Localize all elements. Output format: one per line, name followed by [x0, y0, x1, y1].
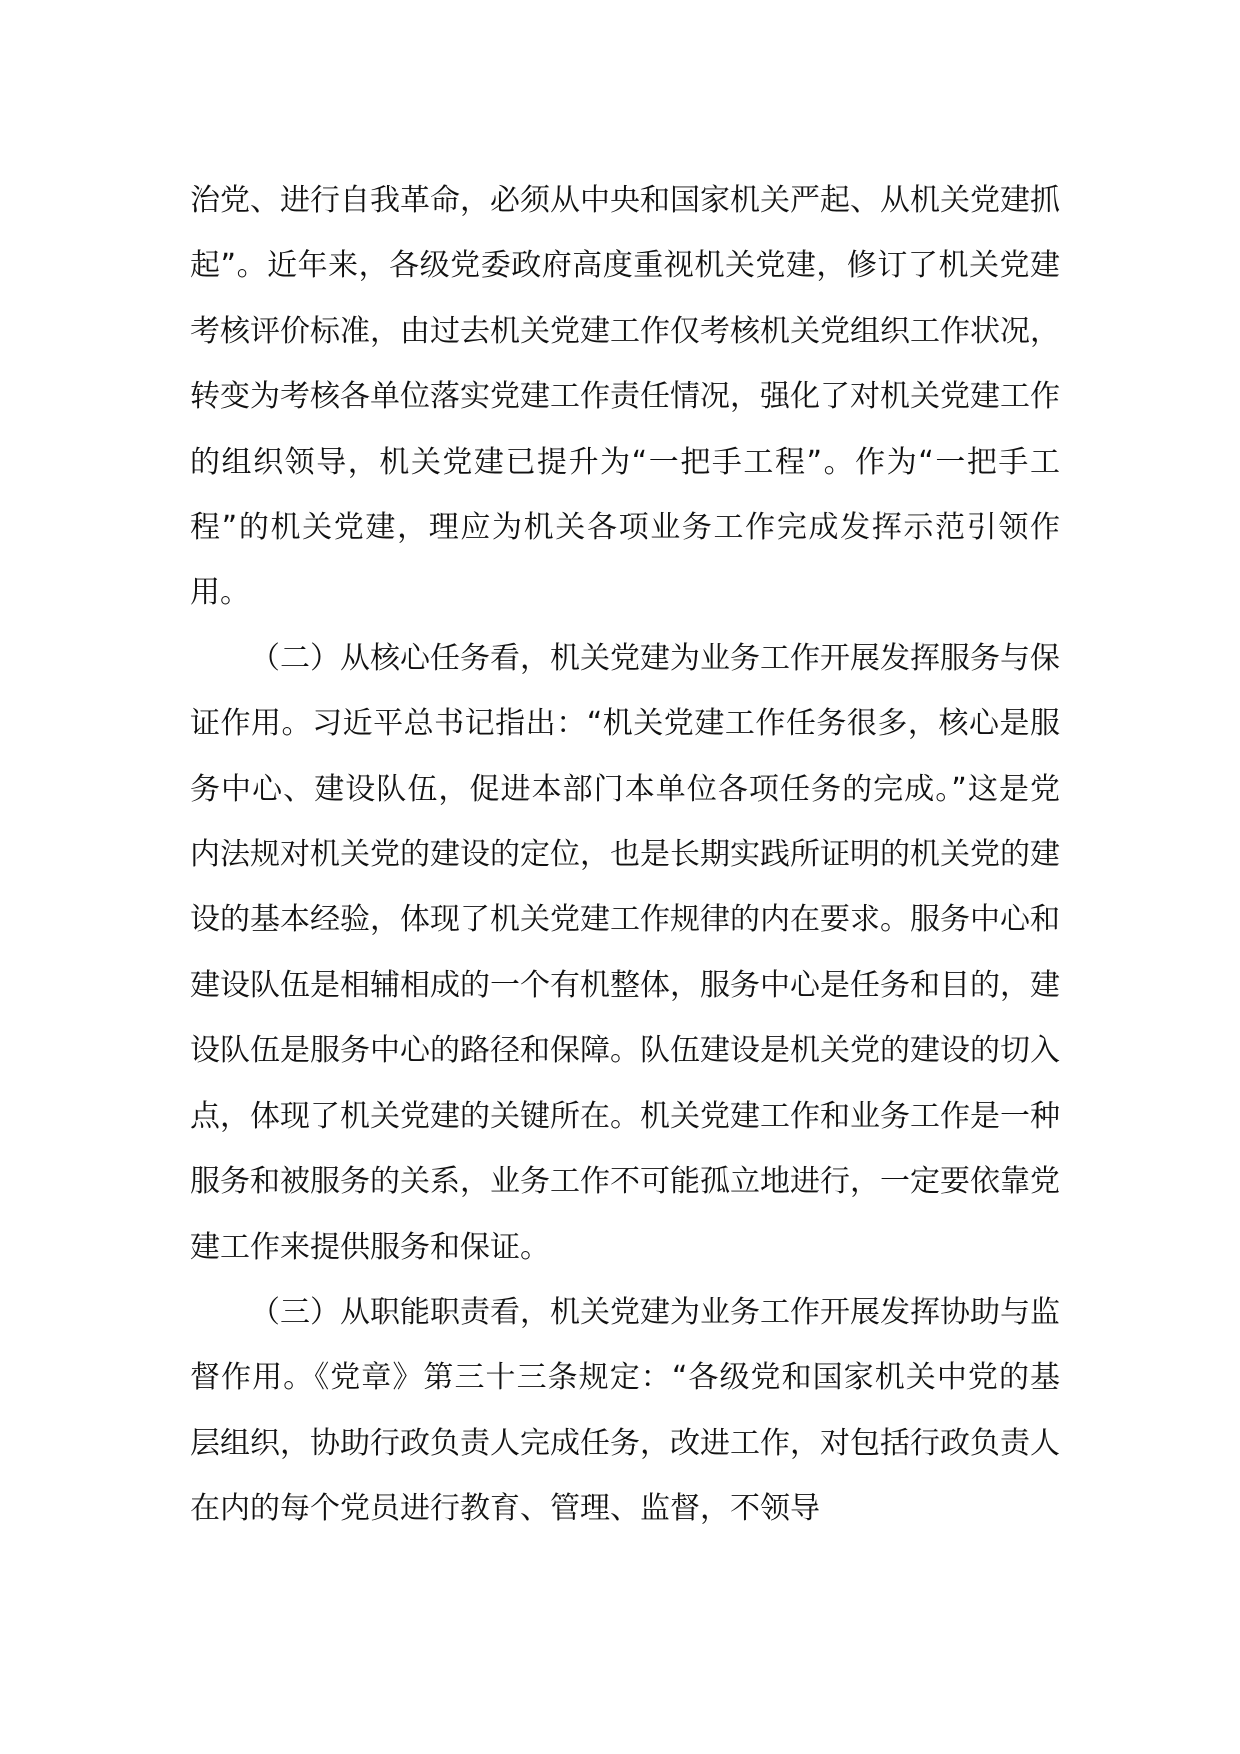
- document-body: [190, 168, 1060, 1542]
- paragraph-duties: （三）从职能职责看，机关党建为业务工作开展发挥协助与监督作用。《党章》第三十三条规定：“各级党和国家机关中党的基层组织，协助行政负责人完成任务，改进工作，对包括行政负责人在内的每个党员进行教育、管理、监督，不领导: [190, 1294, 1060, 1527]
- paragraph-continuation: 治党、进行自我革命，必须从中央和国家机关严起、从机关党建抓起”。近年来，各级党委政府高度重视机关党建，修订了机关党建考核评价标准，由过去机关党建工作仅考核机关党组织工作状况，转变为考核各单位落实党建工作责任情况，强化了对机关党建工作的组织领导，机关党建已提升为“一把手工程”。作为“一把手工程”的机关党建，理应为机关各项业务工作完成发挥示范引领作用。: [190, 183, 1060, 611]
- paragraph-core-task: （二）从核心任务看，机关党建为业务工作开展发挥服务与保证作用。习近平总书记指出：“机关党建工作任务很多，核心是服务中心、建设队伍，促进本部门本单位各项任务的完成。”这是党内法规对机关党的建设的定位，也是长期实践所证明的机关党的建设的基本经验，体现了机关党建工作规律的内在要求。服务中心和建设队伍是相辅相成的一个有机整体，服务中心是任务和目的，建设队伍是服务中心的路径和保障。队伍建设是机关党的建设的切入点，体现了机关党建的关键所在。机关党建工作和业务工作是一种服务和被服务的关系，业务工作不可能孤立地进行，一定要依靠党建工作来提供服务和保证。: [190, 640, 1060, 1265]
